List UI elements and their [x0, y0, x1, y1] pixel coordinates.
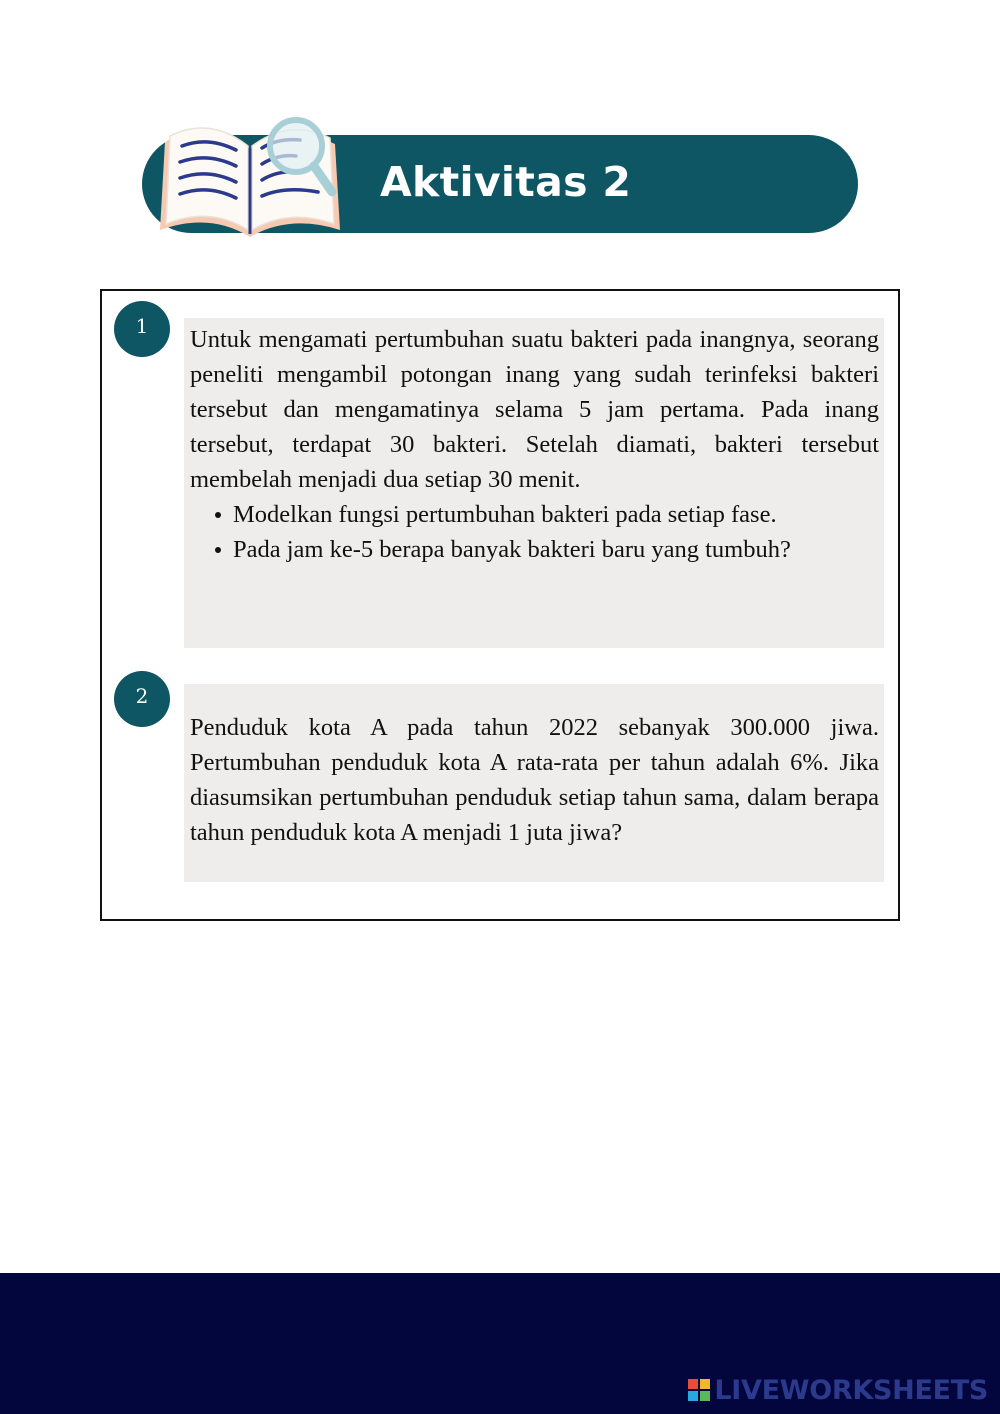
activity-1-text: Untuk mengamati pertumbuhan suatu bakteri pada inangnya, seorang peneliti mengambil potongan inang yang sudah terinfeksi bakteri tersebut dan mengamatinya selama 5 jam pertama. Pada inang tersebut, terdapat 30 bakteri. Setelah diamati, bakteri tersebut membelah menjadi dua setiap 30 menit.: [190, 326, 879, 493]
list-item: Modelkan fungsi pertumbuhan bakteri pada setiap fase.: [233, 497, 879, 532]
activity-2-text: Penduduk kota A pada tahun 2022 sebanyak 300.000 jiwa. Pertumbuhan penduduk kota A rata-rata per tahun adalah 6%. Jika diasumsikan pertumbuhan penduduk setiap tahun sama, dalam berapa tahun penduduk kota A menjadi 1 juta jiwa?: [190, 714, 879, 846]
list-item: Pada jam ke-5 berapa banyak bakteri baru yang tumbuh?: [233, 532, 879, 567]
brand-name: LIVEWORKSHEETS: [714, 1374, 988, 1406]
activity-number-badge: 2: [114, 671, 170, 727]
liveworksheets-logo-icon: [688, 1379, 710, 1401]
activity-number-badge: 1: [114, 301, 170, 357]
open-book-magnifier-icon: [150, 112, 350, 242]
page-title: Aktivitas 2: [380, 158, 632, 206]
activity-1-panel: [184, 318, 884, 648]
activity-2-panel: [184, 684, 884, 882]
brand-link[interactable]: [688, 1375, 988, 1405]
activity-1-bullet-list: [190, 497, 879, 567]
